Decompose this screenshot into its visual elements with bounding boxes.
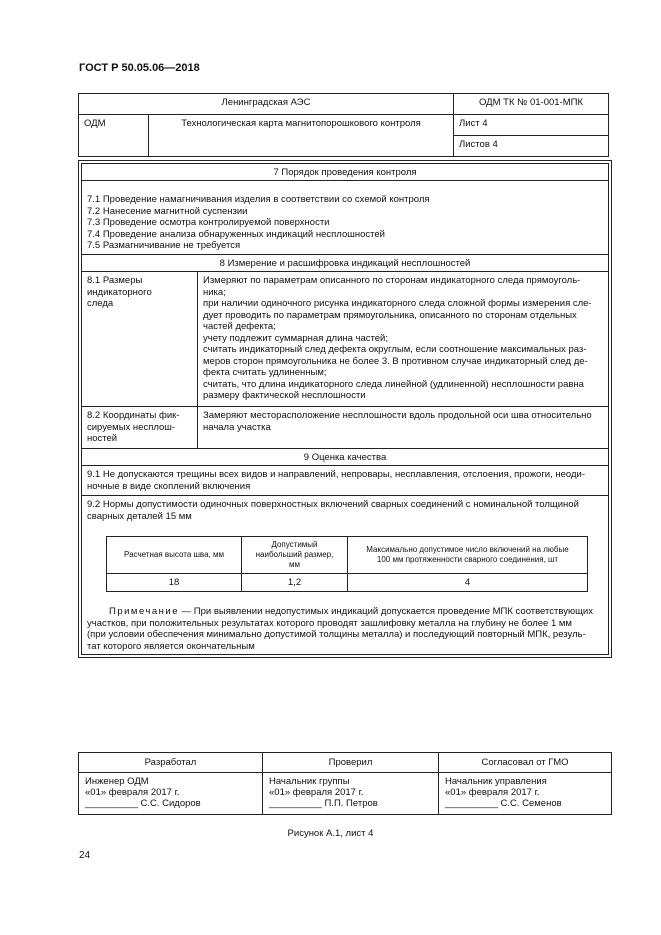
signature-header-developed: Разработал [79, 753, 263, 773]
main-content-frame [78, 160, 612, 658]
text-line: ника; [203, 286, 226, 298]
signature-developed [79, 773, 263, 815]
section-8-title: 8 Измерение и расшифровка индикаций несплошностей [219, 258, 471, 269]
signature-line: Начальник группы [269, 776, 350, 787]
text-line: ночные в виде скоплений включения [87, 480, 251, 492]
note-line [87, 606, 603, 618]
signature-line: __________ П.П. Петров [269, 798, 378, 809]
label-line: следа [87, 298, 114, 309]
item-8-2-label [82, 407, 198, 448]
label-line: 8.1 Размеры [87, 275, 143, 286]
text-line: считать, что длина индикаторного следа линейной (удлиненной) несплошности равна [203, 378, 584, 390]
section-8-title-row [82, 255, 608, 272]
table-header-max-count [348, 537, 588, 574]
document-number: ОДМ ТК № 01-001-МПК [454, 94, 609, 115]
item-8-1-text [198, 272, 608, 406]
figure-caption: Рисунок А.1, лист 4 [287, 828, 374, 839]
section-8-2-row [82, 407, 608, 449]
signature-header-approved: Согласовал от ГМО [439, 753, 612, 773]
signature-line: Инженер ОДМ [85, 776, 149, 787]
signature-header-checked: Проверил [263, 753, 439, 773]
signature-line: __________ С.С. Семенов [445, 798, 562, 809]
list-item: 7.4 Проведение анализа обнаруженных индикаций несплошностей [87, 228, 385, 240]
department: ОДМ [79, 115, 149, 157]
organization-name: Ленинградская АЭС [79, 94, 454, 115]
main-content [81, 163, 609, 655]
note-text: — При выявлении недопустимых индикаций допускается проведение МПК соответствующих [181, 606, 593, 617]
text-line: фекта считать удлиненным; [203, 367, 327, 378]
section-9-title-row [82, 449, 608, 466]
table-cell: 1,2 [242, 574, 348, 592]
section-7-title: 7 Порядок проведения контроля [273, 167, 417, 178]
list-item: 7.5 Размагничивание не требуется [87, 240, 241, 251]
section-7-list [82, 181, 608, 254]
signature-line: Начальник управления [445, 776, 547, 787]
note [82, 603, 608, 655]
list-item: 7.2 Нанесение магнитной суспензии [87, 205, 248, 217]
signature-checked [263, 773, 439, 815]
section-7-title-row [82, 164, 608, 181]
table-header-weld-height: Расчетная высота шва, мм [107, 537, 242, 574]
page-number: 24 [79, 850, 91, 861]
section-9-1-row [82, 466, 608, 496]
item-8-1-label [82, 272, 198, 406]
table-cell: 4 [348, 574, 588, 592]
list-item: 7.1 Проведение намагничивания изделия в соответствии со схемой контроля [87, 194, 430, 205]
item-9-1 [82, 466, 608, 495]
card-title: Технологическая карта магнитопорошкового контроля [149, 115, 454, 157]
section-9-2-row [82, 496, 608, 654]
text-line: учету подлежит суммарная длина частей; [203, 332, 389, 344]
text-line: при наличии одиночного рисунка индикаторного следа сложной формы измерения сле- [203, 298, 592, 309]
text-line: 9.2 Нормы допустимости одиночных поверхностных включений сварных соединений с номинальной толщиной [87, 499, 579, 510]
label-line: ностей [87, 433, 118, 444]
text-line: Замеряют месторасположение несплошности вдоль продольной оси шва относительно [203, 410, 592, 421]
table-header-max-size [242, 537, 348, 574]
label-line: 8.2 Координаты фик- [87, 410, 180, 421]
note-line: (при условии обеспечения минимально допустимой толщины металла) и последующий повторный МПК, резуль- [87, 629, 586, 640]
text-line: 9.1 Не допускаются трещины всех видов и направлений, непровары, несплавления, отслоения, прожоги, неоди- [87, 469, 586, 480]
text-line: размеру фактической несплошности [203, 390, 366, 401]
text-line: сварных деталей 15 мм [87, 510, 192, 522]
note-line: участков, при положительных результатах которого проводят зашлифовку металла на глубину не более 1 мм [87, 617, 572, 629]
text-line: меров сторон прямоугольника не более 3. В противном случае индикаторный след де- [203, 355, 588, 367]
signature-line: __________ С.С. Сидоров [85, 798, 201, 809]
header-line: мм [289, 560, 300, 569]
sheet-number: Лист 4 [454, 115, 609, 136]
title-block [78, 93, 609, 157]
header-line: Допустимый [271, 540, 318, 549]
signature-line: «01» февраля 2017 г. [445, 787, 540, 798]
document-code: ГОСТ Р 50.05.06—2018 [79, 62, 200, 74]
table-cell: 18 [107, 574, 242, 592]
text-line: считать индикаторный след дефекта округлым, если соотношение максимальных раз- [203, 344, 587, 355]
header-line: наибольший размер, [255, 550, 334, 559]
header-line: 100 мм протяженности сварного соединения, шт [376, 555, 559, 564]
signature-block [78, 752, 612, 815]
item-8-2-text [198, 407, 608, 448]
label-line: сируемых несплош- [87, 421, 176, 433]
signature-line: «01» февраля 2017 г. [85, 787, 180, 798]
sheets-total: Листов 4 [454, 136, 609, 157]
text-line: дует проводить по параметрам прямоугольника, описанного по сторонам отдельных [203, 309, 577, 321]
text-line: начала участка [203, 421, 271, 433]
text-line: частей дефекта; [203, 321, 276, 332]
label-line: индикаторного [87, 286, 152, 298]
section-9-title: 9 Оценка качества [303, 452, 387, 463]
signature-line: «01» февраля 2017 г. [269, 787, 364, 798]
section-7-items [82, 181, 608, 255]
table-row [107, 574, 588, 592]
list-item: 7.3 Проведение осмотра контролируемой поверхности [87, 217, 330, 228]
signature-approved [439, 773, 612, 815]
section-8-1-row [82, 272, 608, 407]
header-line: Максимально допустимое число включений на любые [366, 545, 569, 554]
note-line: тат которого является окончательным [87, 640, 255, 652]
text-line: Измеряют по параметрам описанного по сторонам индикаторного следа прямоуголь- [203, 275, 581, 286]
note-label: Примечание [109, 606, 179, 617]
acceptance-norms-table [106, 536, 588, 592]
